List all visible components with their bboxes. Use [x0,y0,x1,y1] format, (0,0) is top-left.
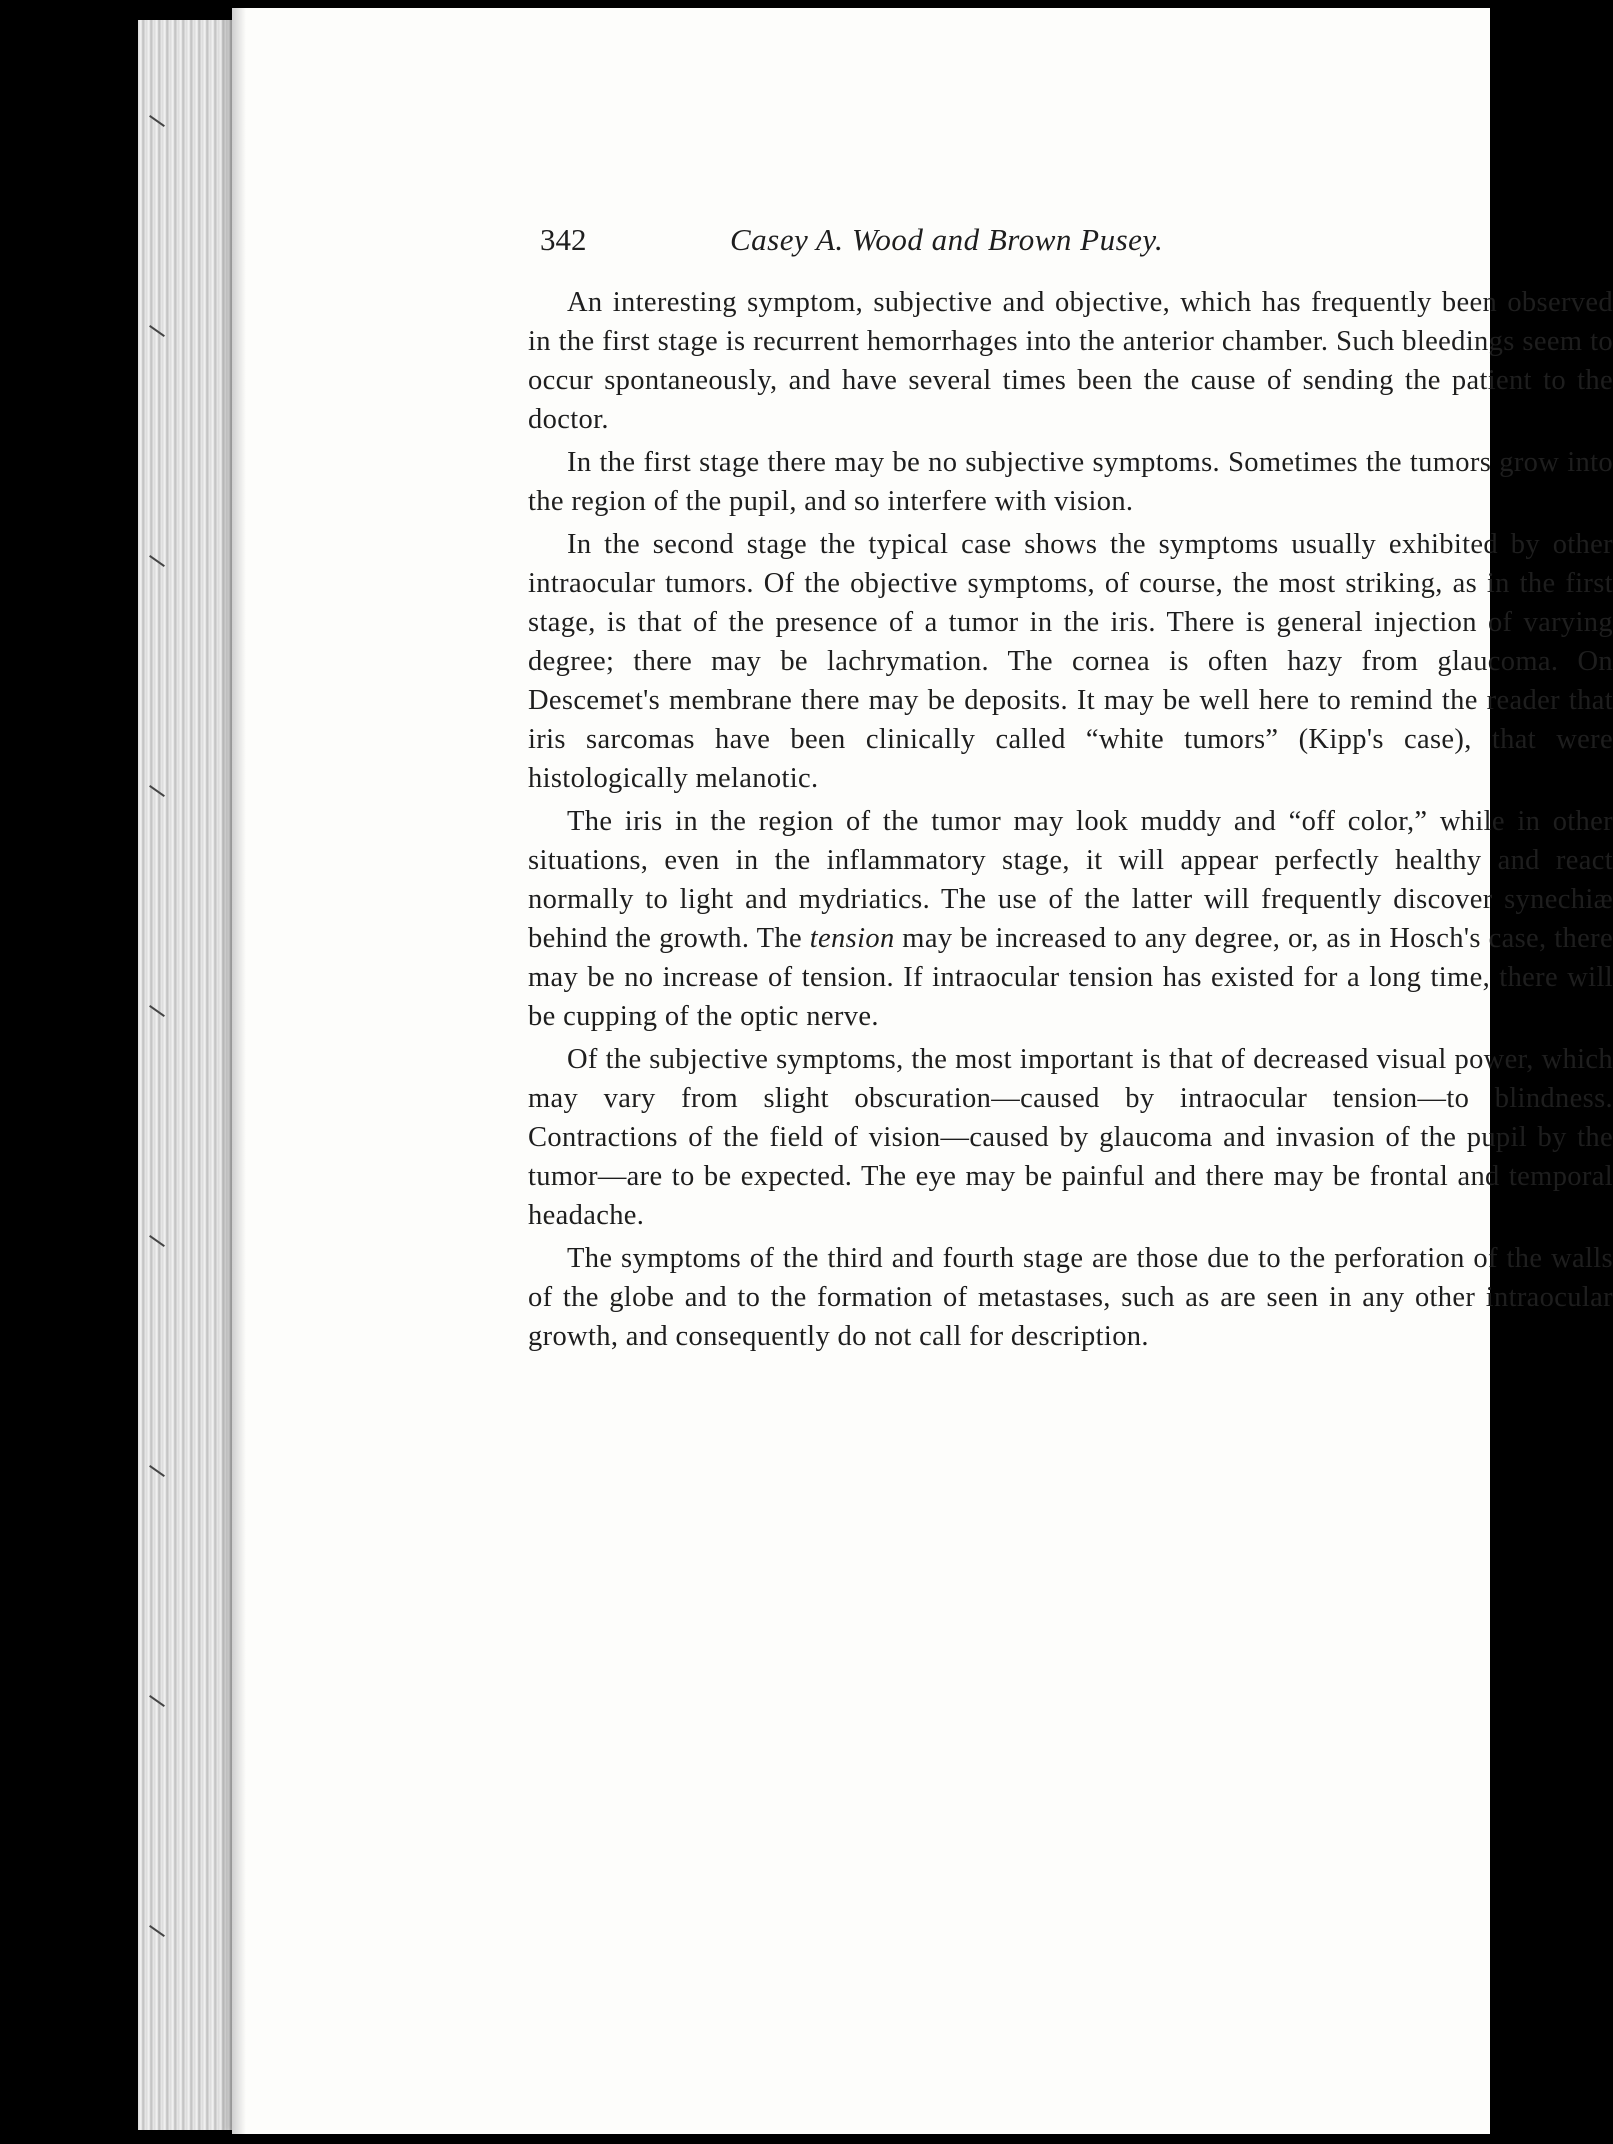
paragraph-text: may be increased to any degree, or, as in Hosch's case, there may be no increase of tension. If intraocular tension has existed for a long time, there will be cupping of the optic nerve. [528,923,1613,1032]
paragraph: Of the subjective symptoms, the most important is that of decreased visual power, which may vary from slight obscuration—caused by intraocular tension—to blindness. Contractions of the field of vision—caused by glaucoma and invasion of the pupil by the tumor—are to be expected. The eye may be painful and there may be frontal and temporal headache. [528,1044,1613,1231]
running-title: Casey A. Wood and Brown Pusey. [730,222,1164,257]
paragraph-text: The iris in the region of the tumor may look muddy and “off color,” while in other situations, even in the inflammatory stage, it will appear perfectly healthy and react normally to light and mydriatics. The use of the latter will frequently discover synechiæ behind the growth. The [528,806,1613,954]
book-page-edges [138,20,238,2130]
page-number: 342 [540,222,587,257]
page-header [540,214,1440,264]
book-page [232,8,1613,2134]
page-gutter-shadow [232,8,246,2134]
paragraph: An interesting symptom, subjective and objective, which has frequently been observed in the first stage is recurrent hemorrhages into the anterior chamber. Such bleedings seem to occur spontaneously, and have several times been the cause of sending the patient to the doctor. [528,287,1613,435]
body-text [528,283,1613,1360]
emphasized-term: tension [809,923,895,954]
paragraph: The symptoms of the third and fourth stage are those due to the perforation of the walls of the globe and to the formation of metastases, such as are seen in any other intraocular growth, and consequently do not call for description. [528,1243,1613,1352]
paragraph: In the second stage the typical case shows the symptoms usually exhibited by other intraocular tumors. Of the objective symptoms, of course, the most striking, as in the first stage, is that of the presence of a tumor in the iris. There is general injection of varying degree; there may be lachrymation. The cornea is often hazy from glaucoma. On Descemet's membrane there may be deposits. It may be well here to remind the reader that iris sarcomas have been clinically called “white tumors” (Kipp's case), that were histologically melanotic. [528,529,1613,794]
paragraph: In the first stage there may be no subjective symptoms. Sometimes the tumors grow into the region of the pupil, and so interfere with vision. [528,447,1613,517]
paragraph [528,802,1613,1036]
